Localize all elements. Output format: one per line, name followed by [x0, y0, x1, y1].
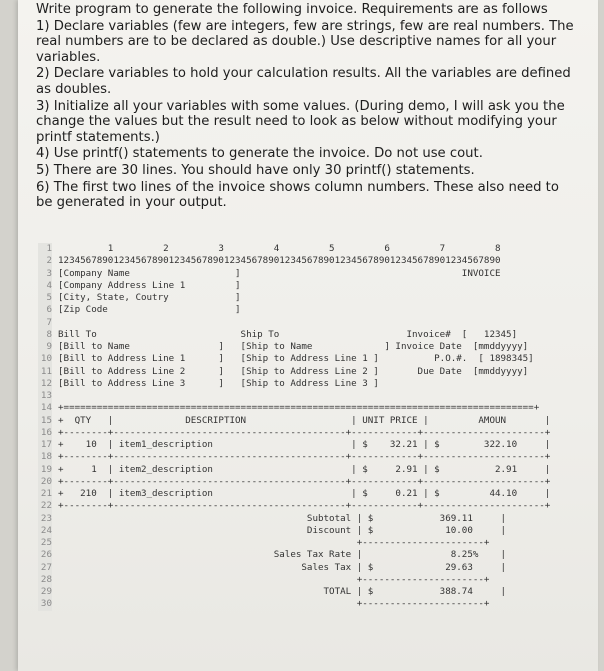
req-2: 2) Declare variables to hold your calculation results. All the variables are defined as doubles. [36, 66, 571, 97]
line-text: +----------------------+ [58, 598, 490, 610]
line-number: 8 [38, 329, 52, 341]
line-number: 25 [38, 537, 52, 549]
line-text: [Bill to Address Line 3 ] [Ship to Address Line 3 ] [58, 377, 379, 389]
line-text: [Bill to Address Line 1 ] [Ship to Address Line 1 ] P.O.#. [ 1898345] [58, 353, 534, 365]
line-text: [Company Name ] INVOICE [58, 267, 501, 279]
line-number: 26 [38, 549, 52, 561]
line-number: 28 [38, 574, 52, 586]
line-number: 13 [38, 390, 52, 402]
line-number: 2 [38, 255, 52, 267]
line-number: 15 [38, 415, 52, 427]
line-number: 29 [38, 586, 52, 598]
line-number: 18 [38, 451, 52, 463]
line-text: Bill To Ship To Invoice# [ 12345] [58, 328, 518, 340]
line-text: +--------+------------------------------------------+------------+----------------------+ [58, 475, 551, 487]
line-text: 12345678901234567890123456789012345678901234567890123456789012345678901234567890 [58, 255, 501, 267]
line-text: +=====================================================================================+ [58, 402, 540, 414]
line-number: 17 [38, 439, 52, 451]
line-text: [Company Address Line 1 ] [58, 279, 241, 291]
line-text: [Zip Code ] [58, 304, 241, 316]
line-number: 19 [38, 464, 52, 476]
req-5: 5) There are 30 lines. You should have only 30 printf() statements. [36, 162, 475, 178]
line-text: TOTAL | $ 388.74 | [58, 586, 507, 597]
line-number: 6 [38, 304, 52, 316]
line-number: 20 [38, 476, 52, 488]
line-text: +--------+------------------------------------------+------------+----------------------+ [58, 500, 551, 512]
req-1: 1) Declare variables (few are integers, few are strings, few are real numbers. The real numbers are to be declared as double.) Use descriptive names for all your variables. [36, 18, 574, 65]
line-number: 16 [38, 427, 52, 439]
line-text: Sales Tax | $ 29.63 | [58, 561, 507, 573]
line-number: 30 [38, 598, 52, 610]
line-text: Sales Tax Rate | 8.25% | [58, 549, 507, 561]
line-text: [Bill to Address Line 2 ] [Ship to Address Line 2 ] Due Date [mmddyyyy] [58, 365, 529, 377]
line-text: Subtotal | $ 369.11 | [58, 512, 507, 524]
req-4: 4) Use printf() statements to generate the invoice. Do not use cout. [36, 146, 483, 162]
line-number: 23 [38, 513, 52, 525]
line-number: 11 [38, 366, 52, 378]
line-text: [City, State, Coutry ] [58, 292, 241, 303]
line-number: 5 [38, 292, 52, 304]
line-text: + 1 | item2_description | $ 2.91 | $ 2.91 | [58, 463, 551, 475]
line-number: 21 [38, 488, 52, 500]
line-number: 1 [38, 243, 52, 255]
line-number: 27 [38, 562, 52, 574]
line-text: +----------------------+ [58, 573, 490, 585]
line-number: 14 [38, 402, 52, 414]
line-number: 9 [38, 341, 52, 353]
line-text: 1 2 3 4 5 6 7 8 [58, 243, 501, 254]
line-text: +--------+------------------------------------------+------------+----------------------+ [58, 451, 551, 463]
line-text: + 210 | item3_description | $ 0.21 | $ 44.10 | [58, 488, 551, 499]
req-6: 6) The first two lines of the invoice shows column numbers. These also need to be generated in your output. [36, 179, 559, 211]
line-text: + 10 | item1_description | $ 32.21 | $ 322.10 | [58, 439, 551, 450]
line-text: Discount | $ 10.00 | [58, 524, 507, 536]
req-3: 3) Initialize all your variables with some values. (During demo, I will ask you the change the values but the result need to look as below without modifying your printf statements.) [36, 98, 565, 145]
line-number: 7 [38, 317, 52, 329]
line-text: +----------------------+ [58, 537, 490, 548]
line-number: 22 [38, 500, 52, 512]
line-text: +--------+------------------------------------------+------------+----------------------+ [58, 426, 551, 438]
req-intro: Write program to generate the following invoice. Requirements are as follows [36, 2, 548, 17]
line-number: 3 [38, 268, 52, 280]
requirements-text [36, 2, 576, 212]
line-number: 24 [38, 525, 52, 537]
line-number: 4 [38, 280, 52, 292]
line-number: 12 [38, 378, 52, 390]
line-text: + QTY | DESCRIPTION | UNIT PRICE | AMOUN | [58, 414, 551, 426]
line-text: [Bill to Name ] [Ship to Name ] Invoice Date [mmddyyyy] [58, 341, 529, 352]
line-number: 10 [38, 353, 52, 365]
